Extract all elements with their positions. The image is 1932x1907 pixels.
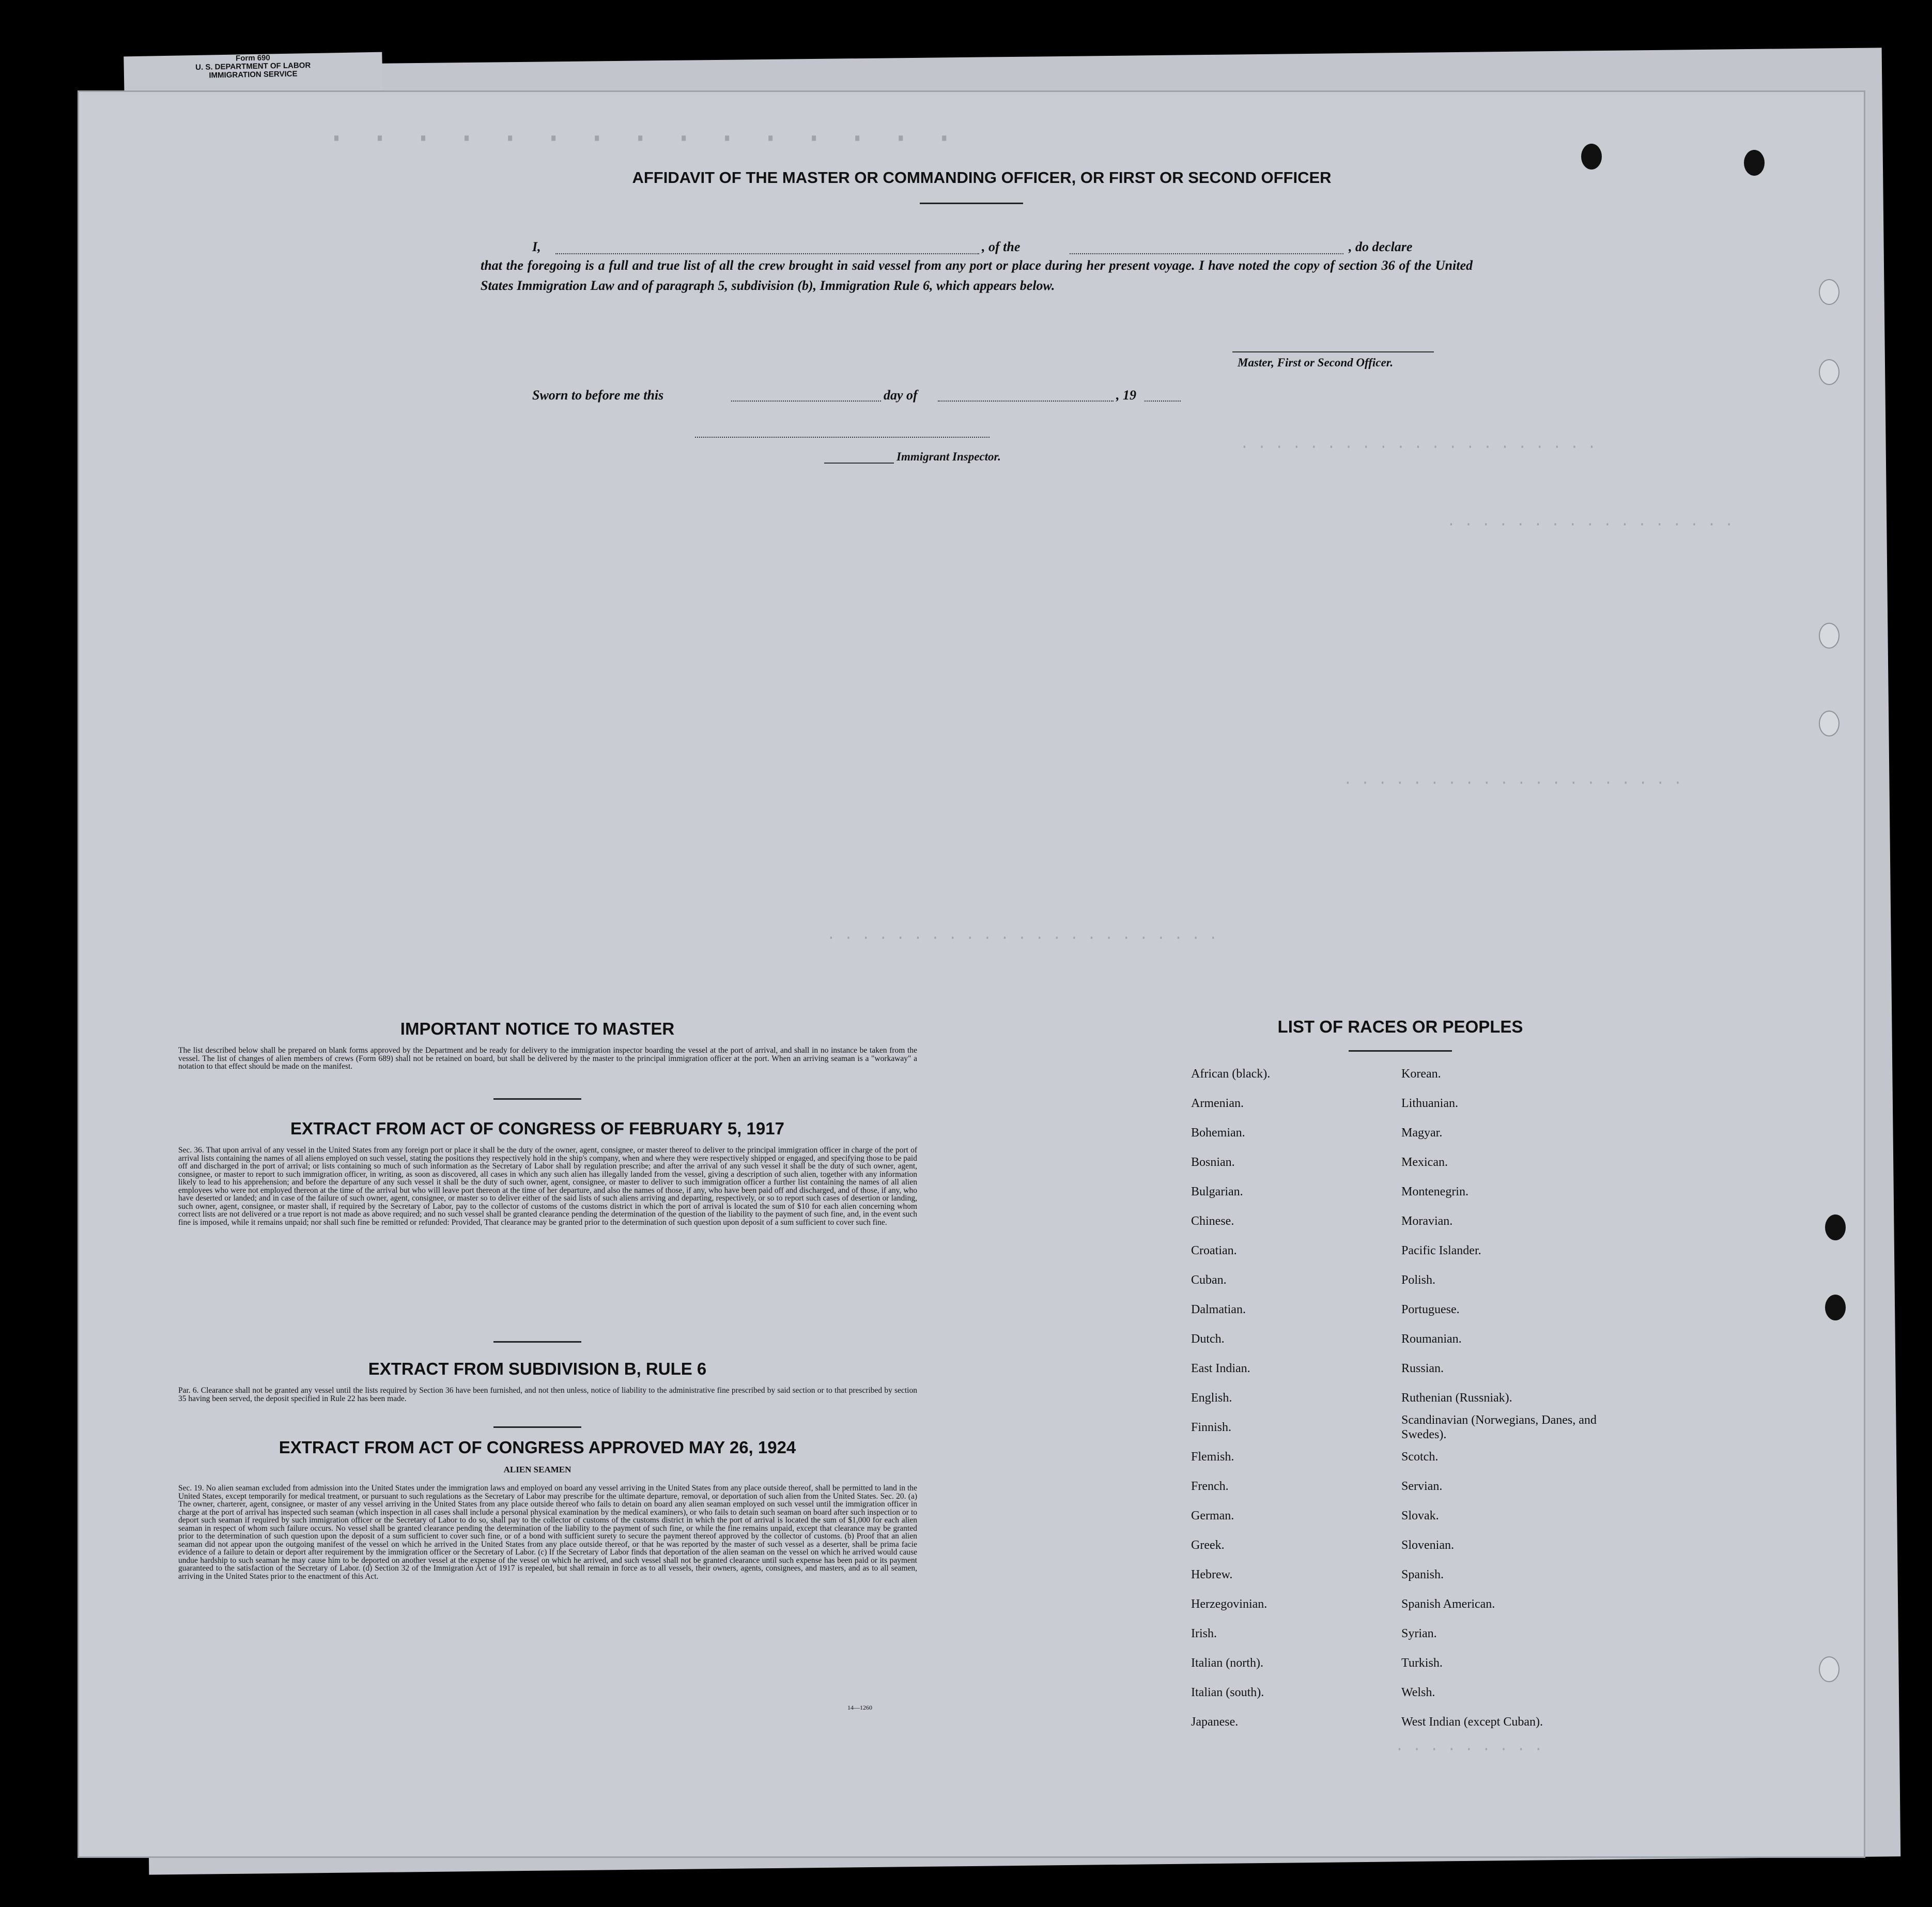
notice-body: The list described below shall be prepared on blank forms approved by the Department and be ready for delivery to the immigration inspector boarding the vessel at the port of arrival, and shall in no instance be taken from the vessel. The list of changes of alien members of crews (Form 689) shall not be retained on board, but shall be delivered by the master to the principal immigration officer at the port. When an arriving seaman is a "workaway" a notation to that effect should be made on the manifest. [178,1046,917,1071]
race-item: Korean. [1401,1067,1441,1081]
race-item: Bosnian. [1191,1156,1235,1169]
race-item: Bohemian. [1191,1126,1245,1140]
race-item: Croatian. [1191,1244,1237,1257]
race-item: Japanese. [1191,1715,1239,1729]
punch-hole [1819,711,1840,736]
notice-title: IMPORTANT NOTICE TO MASTER [400,1019,675,1038]
race-item: Italian (south). [1191,1686,1264,1699]
of-the-label: , of the [982,239,1021,254]
race-item: Lithuanian. [1401,1097,1458,1110]
race-item: Ruthenian (Russniak). [1401,1391,1512,1405]
race-item: Moravian. [1401,1214,1453,1228]
extract-1924-body: Sec. 19. No alien seaman excluded from admission into the United States under the immigration laws and employed on board any vessel arriving in the United States from any place outside thereof, shall be permitted to land in the United States, except temporarily for medical treatment, or pursuant to such regulations as the Secretary of Labor may prescribe for the ultimate departure, removal, or deportation of such alien from the United States. Sec. 20. (a) The owner, charterer, agent, consignee, or master of any vessel arriving in the United States from any place outside thereof who fails to detain on board any alien seaman employed on such vessel until the immigration officer in charge at the port of arrival has inspected such seaman (which inspection in all cases shall include a personal physical examination by the medical examiners), or who fails to detain such seaman on board after such inspection or to deport such seaman if required by such immigration officer or the Secretary of Labor to do so, shall pay to the collector of customs of the customs district in which the port of arrival is located the sum of $1,000 for each alien seaman in respect of whom such failure occurs. No vessel shall be granted clearance pending the determination of the liability to the payment of such fine, or while the fine remains unpaid, except that clearance may be granted prior to the determination of such question upon the deposit of a sum sufficient to cover such fine, or of a bond with sufficient surety to secure the payment thereof approved by the collector of customs. (b) Proof that an alien seaman did not appear upon the outgoing manifest of the vessel on which he arrived in the United States from any place outside thereof, or that he was reported by the master of such vessel as a deserter, shall be prima facie evidence of a failure to detain or deport after requirement by the immigration officer or the Secretary of Labor. (c) If the Secretary of Labor finds that deportation of the alien seaman on the vessel on which he arrived would cause undue hardship to such seaman he may cause him to be deported on another vessel at the expense of the vessel on which he arrived, and such vessel shall not be granted clearance until such expense has been paid or its payment guaranteed to the satisfaction of the Secretary of Labor. (d) Section 32 of the Immigration Act of 1917 is repealed, but shall remain in force as to all vessels, their owners, agents, consignees, and masters, and as to all seamen, arriving in the United States prior to the enactment of this Act. [178,1484,917,1581]
section-rule [493,1098,581,1100]
bleed-through-text: · · · · · · · · · [1395,1742,1543,1758]
race-item: African (black). [1191,1067,1271,1081]
form-number: Form 690 [235,53,270,63]
race-item: French. [1191,1480,1229,1493]
race-item: English. [1191,1391,1232,1405]
race-item: German. [1191,1509,1234,1522]
sworn-year: , 19 [1116,388,1136,403]
title-rule [920,203,1023,204]
sworn-year-field[interactable] [1145,401,1181,402]
race-item: Servian. [1401,1480,1443,1493]
extract-rule6-title: EXTRACT FROM SUBDIVISION B, RULE 6 [368,1359,707,1378]
race-item: Welsh. [1401,1686,1435,1699]
race-item: West Indian (except Cuban). [1401,1715,1543,1729]
race-item: Chinese. [1191,1214,1234,1228]
race-item: Scotch. [1401,1450,1439,1464]
race-item: Greek. [1191,1539,1225,1552]
punch-hole [1819,1656,1840,1682]
bleed-through-text: · · · · · · · · · · · · · · · · · [1447,517,1734,533]
race-item: Spanish American. [1401,1597,1495,1611]
race-item: Italian (north). [1191,1656,1263,1670]
inspector-label: Immigrant Inspector. [897,450,1001,463]
extract-1924-subtitle: ALIEN SEAMEN [503,1465,571,1474]
vessel-field[interactable] [1070,253,1343,254]
service-label: IMMIGRATION SERVICE [209,69,298,80]
race-item: Montenegrin. [1401,1185,1469,1198]
race-item: Herzegovinian. [1191,1597,1268,1611]
races-right-column [1401,1059,1598,1737]
race-item: Syrian. [1401,1627,1437,1640]
race-item: Hebrew. [1191,1568,1233,1581]
extract-1917-body: Sec. 36. That upon arrival of any vessel in the United States from any foreign port or place it shall be the duty of the owner, agent, consignee, or master thereof to deliver to the principal immigration officer in charge of the port of arrival lists containing the names of all aliens employed on such vessel, stating the positions they respectively hold in the ship's company, when and where they were respectively shipped or engaged, and specifying those to be paid off and discharged in the port of arrival; or lists containing so much of such information as the Secretary of Labor shall by regulation prescribe; and after the arrival of any such vessel it shall be the duty of such owner, agent, consignee, or master to report to such immigration officer, in writing, as soon as discovered, all cases in which any such alien has illegally landed from the vessel, giving a description of such alien, together with any information likely to lead to his apprehension; and before the departure of any such vessel it shall be the duty of such owner, agent, consignee, or master to deliver to such immigration officer a further list containing the names of all alien employees who were not employed thereon at the time of the arrival but who will leave port thereon at the time of her departure, and also the names of those, if any, who have been paid off and discharged, and of those, if any, who have deserted or landed; and in case of the failure of such owner, agent, consignee, or master so to deliver either of the said lists of such aliens arriving and departing, respectively, or so to report such cases of desertion or landing, such owner, agent, consignee, or master shall, if required by the Secretary of Labor, pay to the collector of customs of the customs district in which the port of arrival is located the sum of $10 for each alien concerning whom correct lists are not delivered or a true report is not made as above required; and no such vessel shall be granted clearance pending the determination of the question of the liability to the payment of such fine, and, in the event such fine is imposed, while it remains unpaid; nor shall such fine be remitted or refunded: Provided, That clearance may be granted prior to the determination of such question upon deposit of a sum sufficient to cover such fine. [178,1146,917,1227]
race-item: Pacific Islander. [1401,1244,1481,1257]
extract-rule6-body: Par. 6. Clearance shall not be granted any vessel until the lists required by Section 36 have been furnished, and not then unless, notice of liability to the administrative fine prescribed by said section or to that prescribed by section 35 having been served, the deposit specified in Rule 22 has been made. [178,1386,917,1403]
punch-hole [1825,1295,1846,1320]
race-item: Polish. [1401,1273,1436,1287]
race-item: Scandinavian (Norwegians, Danes, and Swedes). [1401,1413,1597,1441]
sworn-day-field[interactable] [731,401,881,402]
race-item: Flemish. [1191,1450,1234,1464]
race-item: Bulgarian. [1191,1185,1243,1198]
section-rule [493,1341,581,1343]
declare-label: , do declare [1349,239,1413,254]
race-item: Mexican. [1401,1156,1448,1169]
affidavit-body: that the foregoing is a full and true list of all the crew brought in said vessel from any port or place during her present voyage. I have noted the copy of section 36 of the United States Immigration Law and of paragraph 5, subdivision (b), Immigration Rule 6, which appears below. [481,258,1473,293]
race-item: Magyar. [1401,1126,1443,1140]
print-code: 14—1260 [847,1704,872,1711]
punch-hole [1581,144,1602,170]
races-left-column [1191,1059,1270,1737]
extract-1924-title: EXTRACT FROM ACT OF CONGRESS APPROVED MAY 26, 1924 [279,1438,796,1457]
affidavit-title: AFFIDAVIT OF THE MASTER OR COMMANDING OFFICER, OR FIRST OR SECOND OFFICER [632,168,1332,187]
race-item: Slovenian. [1401,1539,1454,1552]
officer-label: Master, First or Second Officer. [1238,356,1394,369]
section-rule [493,1426,581,1428]
bleed-through-text: · · · · · · · · · · · · · · · · · · · · · · · [827,930,1218,946]
race-item: Turkish. [1401,1656,1443,1670]
punch-hole [1819,359,1840,385]
bleed-through-text: · · · · · · · · · · · · · · · [326,119,955,160]
name-field[interactable] [555,253,979,254]
bleed-through-text: · · · · · · · · · · · · · · · · · · · · · [1240,439,1596,455]
race-item: Finnish. [1191,1421,1232,1434]
races-title: LIST OF RACES OR PEOPLES [1277,1017,1523,1036]
race-item: Russian. [1401,1362,1444,1375]
race-item: Spanish. [1401,1568,1444,1581]
race-item: East Indian. [1191,1362,1250,1375]
race-item: Dutch. [1191,1332,1225,1346]
extract-1917-title: EXTRACT FROM ACT OF CONGRESS OF FEBRUARY 5, 1917 [290,1119,784,1138]
race-item: Armenian. [1191,1097,1244,1110]
race-item: Portuguese. [1401,1303,1460,1316]
race-item: Roumanian. [1401,1332,1462,1346]
sworn-day-of: day of [884,388,918,403]
punch-hole [1819,623,1840,649]
races-rule [1349,1050,1452,1052]
i-label: I, [532,239,541,254]
inspector-signature-line[interactable] [695,437,990,438]
punch-hole [1744,150,1765,176]
bleed-through-text: · · · · · · · · · · · · · · · · · · · · [1343,775,1682,791]
punch-hole [1825,1214,1846,1240]
department-label: U. S. DEPARTMENT OF LABOR [195,61,311,72]
inspector-title-line[interactable] [824,463,894,464]
punch-hole [1819,279,1840,305]
sworn-month-field[interactable] [938,401,1114,402]
race-item: Cuban. [1191,1273,1227,1287]
race-item: Irish. [1191,1627,1217,1640]
race-item: Slovak. [1401,1509,1439,1522]
race-item: Dalmatian. [1191,1303,1246,1316]
sworn-prefix: Sworn to before me this [532,388,664,403]
